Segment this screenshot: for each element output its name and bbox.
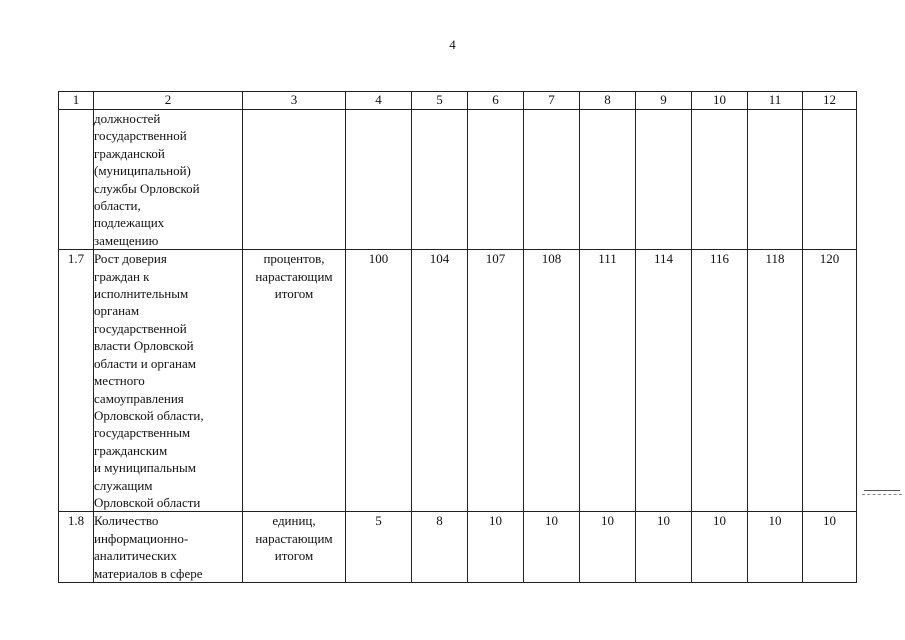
- indicator-name-cell: [94, 512, 243, 583]
- indicator-name-line: Орловской области,: [94, 407, 204, 423]
- header-cell: 10: [692, 92, 748, 110]
- value-cell: 107: [468, 250, 524, 512]
- value-cell: 10: [580, 512, 636, 583]
- indicator-name-line: Орловской области: [94, 494, 201, 510]
- indicator-name-line: служащим: [94, 477, 153, 493]
- indicator-name-line: государственной: [94, 128, 187, 144]
- indicator-name-line: граждан к: [94, 268, 150, 284]
- value-cell: 100: [346, 250, 412, 512]
- header-row: [59, 92, 857, 110]
- indicator-name-cell: [94, 250, 243, 512]
- unit-cell: [243, 110, 346, 250]
- value-cell: [803, 110, 857, 250]
- header-cell: 9: [636, 92, 692, 110]
- unit-cell: [243, 250, 346, 512]
- header-cell: 7: [524, 92, 580, 110]
- indicator-name-line: гражданской: [94, 145, 165, 161]
- header-cell: 6: [468, 92, 524, 110]
- value-cell: [636, 110, 692, 250]
- indicator-name-line: самоуправления: [94, 390, 184, 406]
- value-cell: [748, 110, 803, 250]
- indicator-name-line: должностей: [94, 111, 161, 126]
- unit-line: процентов,: [263, 251, 325, 267]
- header-cell: 8: [580, 92, 636, 110]
- value-cell: 104: [412, 250, 468, 512]
- indicator-name-line: аналитических: [94, 548, 177, 564]
- header-cell: 1: [59, 92, 94, 110]
- header-cell: 3: [243, 92, 346, 110]
- row-number-cell: [59, 110, 94, 250]
- indicator-name-line: органам: [94, 303, 140, 319]
- value-cell: [412, 110, 468, 250]
- row-number-cell: 1.8: [59, 512, 94, 583]
- unit-line: нарастающим: [255, 268, 333, 284]
- value-cell: 10: [524, 512, 580, 583]
- value-cell: 116: [692, 250, 748, 512]
- page-number: 4: [449, 37, 456, 52]
- indicator-name-line: области,: [94, 198, 141, 214]
- row-number-cell: 1.7: [59, 250, 94, 512]
- indicator-name-line: власти Орловской: [94, 338, 194, 354]
- value-cell: 10: [748, 512, 803, 583]
- indicator-name-line: местного: [94, 373, 145, 389]
- value-cell: 120: [803, 250, 857, 512]
- header-cell: 4: [346, 92, 412, 110]
- indicator-name-line: Рост доверия: [94, 251, 167, 267]
- indicator-name-line: государственной: [94, 320, 187, 336]
- indicator-name-line: и муниципальным: [94, 460, 196, 476]
- header-cell: 12: [803, 92, 857, 110]
- indicator-name-cell: [94, 110, 243, 250]
- indicator-name-line: гражданским: [94, 442, 168, 458]
- value-cell: [692, 110, 748, 250]
- indicator-name-line: материалов в сфере: [94, 565, 203, 581]
- indicator-name-line: (муниципальной): [94, 163, 191, 179]
- value-cell: 118: [748, 250, 803, 512]
- value-cell: 10: [692, 512, 748, 583]
- value-cell: [346, 110, 412, 250]
- indicator-name-line: Количество: [94, 513, 159, 529]
- value-cell: [524, 110, 580, 250]
- table-row: [59, 110, 857, 250]
- value-cell: [468, 110, 524, 250]
- value-cell: 10: [803, 512, 857, 583]
- header-cell: 5: [412, 92, 468, 110]
- header-cell: 11: [748, 92, 803, 110]
- unit-line: нарастающим: [255, 530, 333, 546]
- table-row: [59, 250, 857, 512]
- unit-line: итогом: [274, 548, 314, 564]
- indicator-name-line: службы Орловской: [94, 180, 200, 196]
- value-cell: 10: [636, 512, 692, 583]
- indicator-name-line: замещению: [94, 232, 159, 248]
- table-row: [59, 512, 857, 583]
- indicators-table: [58, 91, 857, 583]
- indicator-name-line: области и органам: [94, 355, 196, 371]
- value-cell: 108: [524, 250, 580, 512]
- value-cell: 111: [580, 250, 636, 512]
- value-cell: [580, 110, 636, 250]
- indicator-name-line: информационно-: [94, 530, 189, 546]
- indicator-name-line: исполнительным: [94, 286, 189, 302]
- value-cell: 10: [468, 512, 524, 583]
- header-cell: 2: [94, 92, 243, 110]
- value-cell: 8: [412, 512, 468, 583]
- unit-cell: [243, 512, 346, 583]
- indicator-name-line: подлежащих: [94, 215, 165, 231]
- margin-scan-mark: [862, 490, 902, 500]
- unit-line: единиц,: [272, 513, 316, 529]
- indicator-name-line: государственным: [94, 425, 191, 441]
- unit-line: итогом: [274, 286, 314, 302]
- value-cell: 114: [636, 250, 692, 512]
- value-cell: 5: [346, 512, 412, 583]
